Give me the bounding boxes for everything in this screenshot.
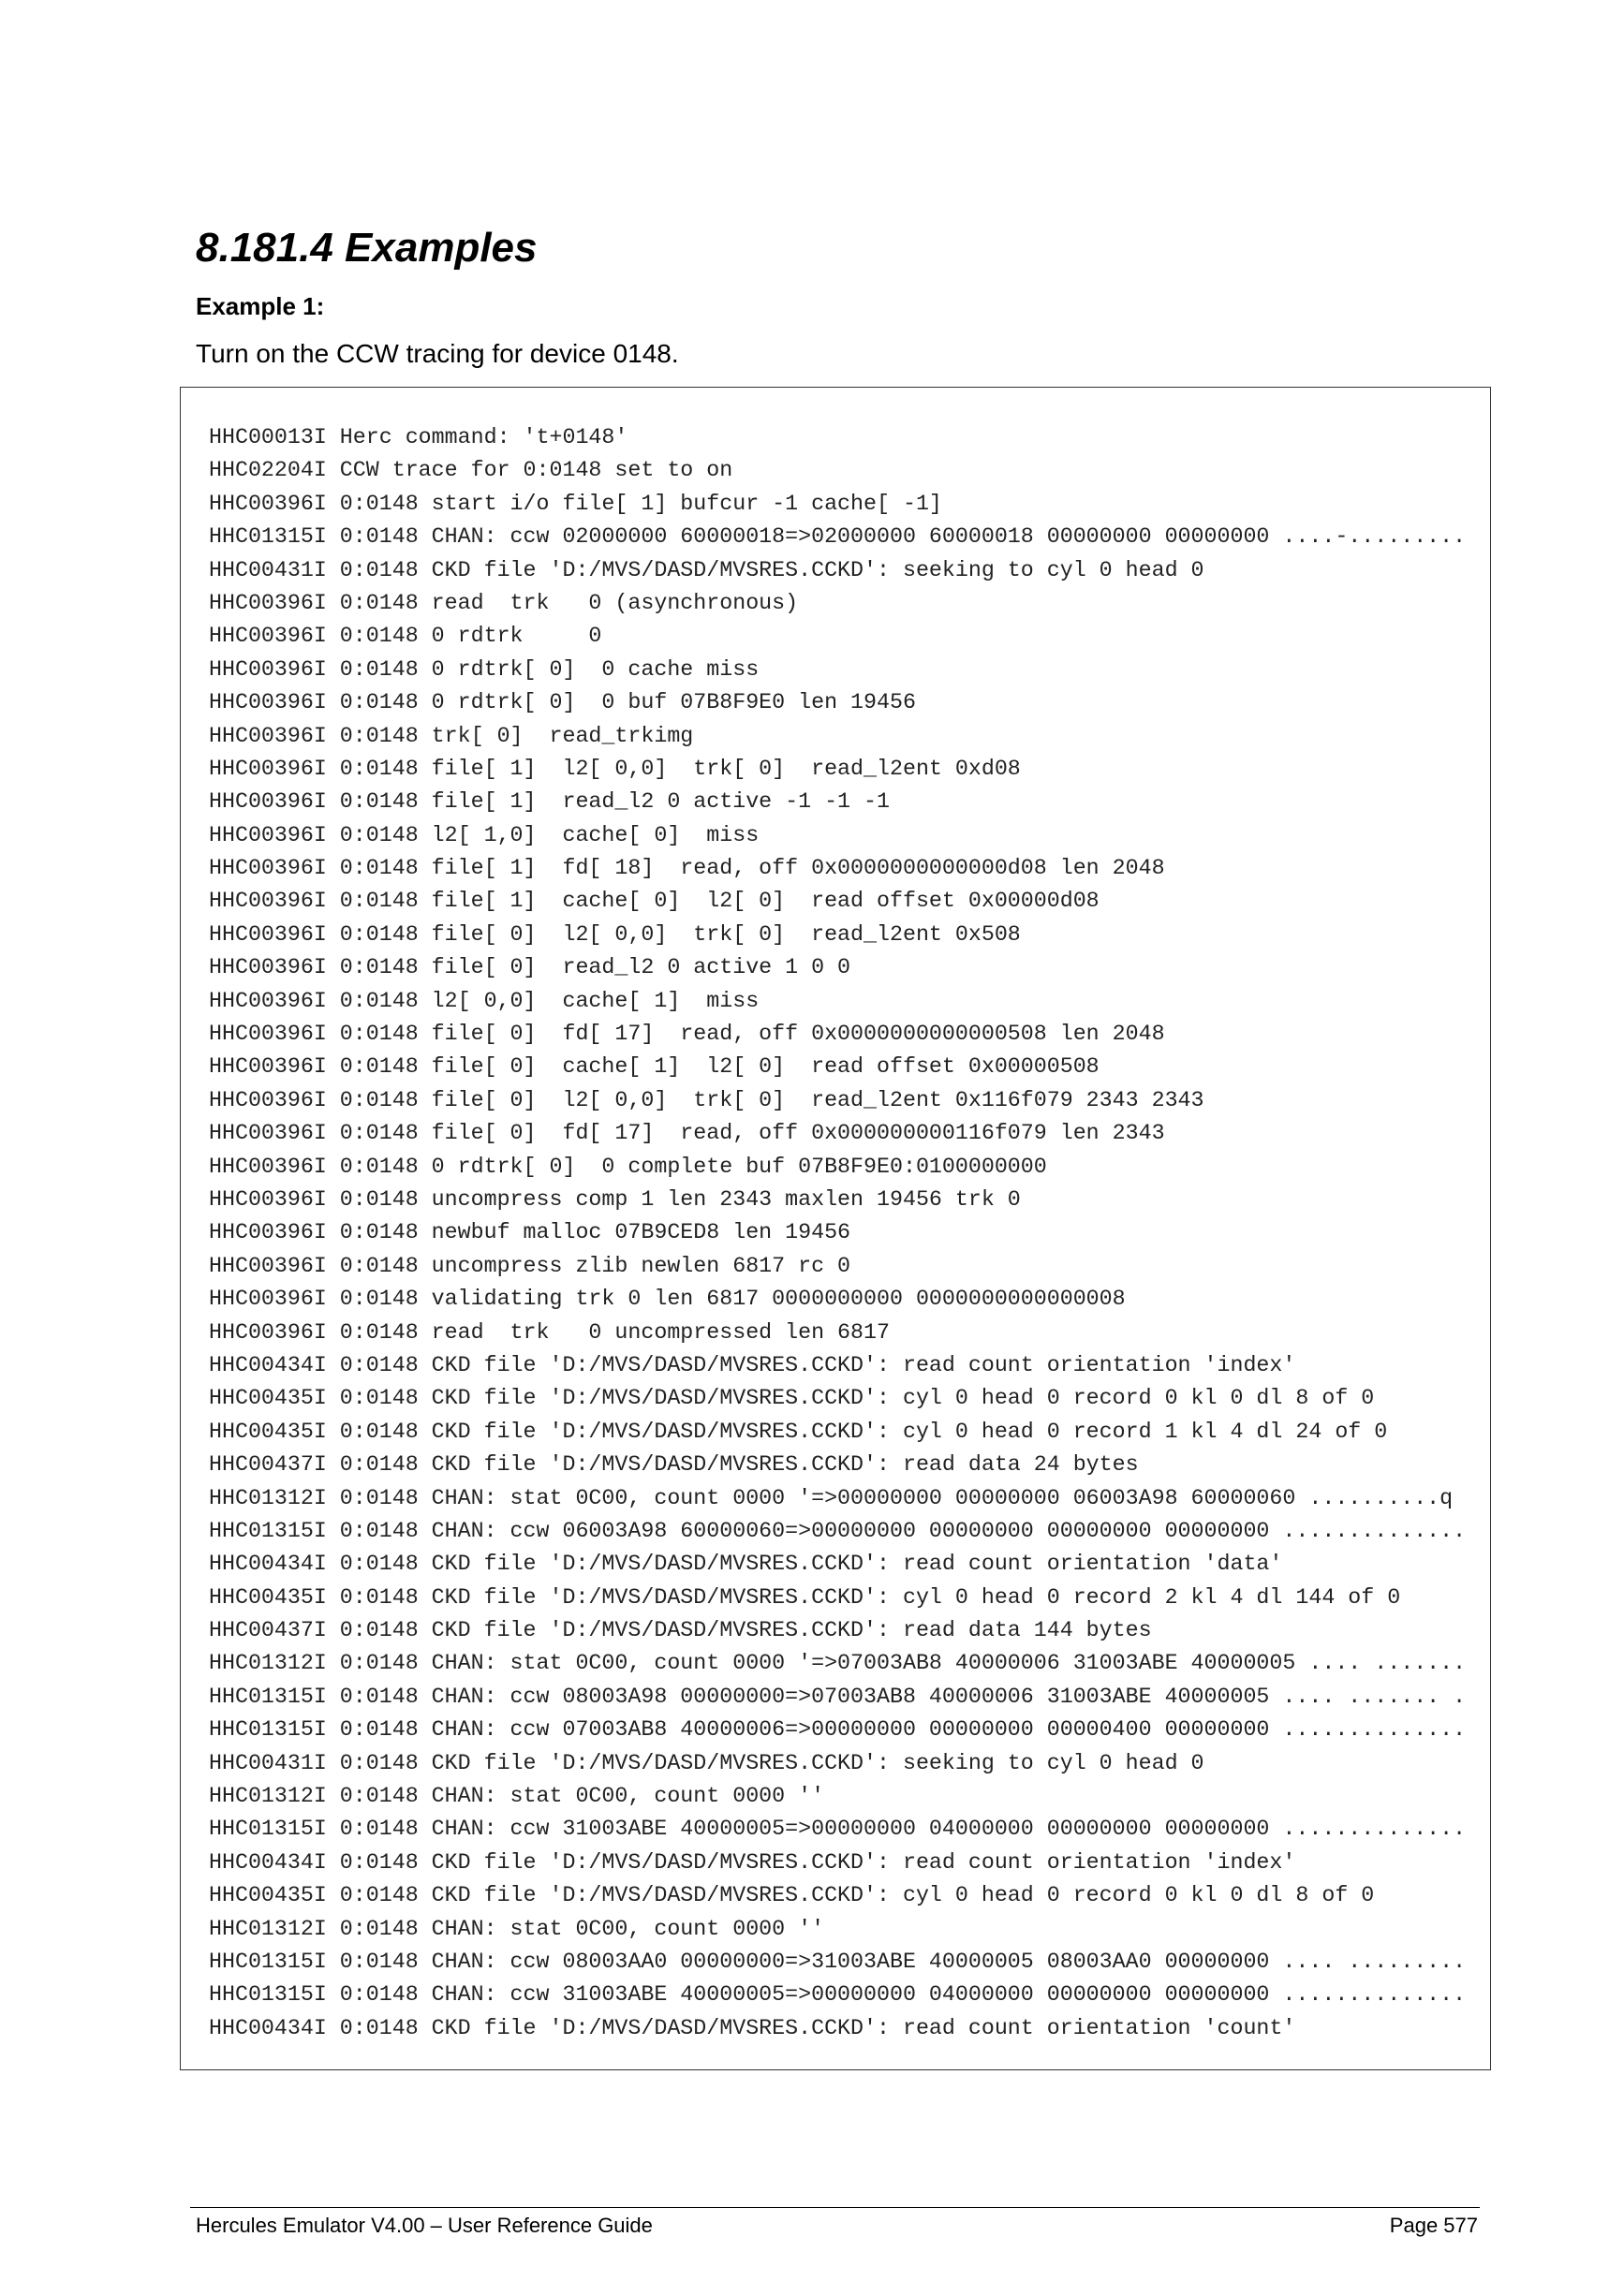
code-line: HHC01315I 0:0148 CHAN: ccw 31003ABE 40000005=>00000000 04000000 00000000 00000000 .............. xyxy=(209,1982,1467,2008)
code-line: HHC00396I 0:0148 0 rdtrk[ 0] 0 complete buf 07B8F9E0:0100000000 xyxy=(209,1154,1047,1179)
code-line: HHC00396I 0:0148 0 rdtrk 0 xyxy=(209,624,602,649)
code-line: HHC00435I 0:0148 CKD file 'D:/MVS/DASD/MVSRES.CCKD': cyl 0 head 0 record 0 kl 0 dl 8 of 0 xyxy=(209,1883,1375,1908)
code-line: HHC00396I 0:0148 0 rdtrk[ 0] 0 cache miss xyxy=(209,656,760,682)
code-line: HHC00396I 0:0148 file[ 1] fd[ 18] read, off 0x0000000000000d08 len 2048 xyxy=(209,856,1165,881)
code-line: HHC00437I 0:0148 CKD file 'D:/MVS/DASD/MVSRES.CCKD': read data 144 bytes xyxy=(209,1618,1152,1643)
code-line: HHC01315I 0:0148 CHAN: ccw 02000000 60000018=>02000000 60000018 00000000 00000000 ....-......... xyxy=(209,524,1467,550)
code-line: HHC01312I 0:0148 CHAN: stat 0C00, count 0000 '=>00000000 00000000 06003A98 60000060 ..........q xyxy=(209,1485,1454,1510)
code-line: HHC00437I 0:0148 CKD file 'D:/MVS/DASD/MVSRES.CCKD': read data 24 bytes xyxy=(209,1452,1139,1478)
code-line: HHC00396I 0:0148 file[ 0] read_l2 0 active 1 0 0 xyxy=(209,955,851,980)
code-line: HHC00396I 0:0148 file[ 0] fd[ 17] read, off 0x000000000116f079 len 2343 xyxy=(209,1121,1165,1146)
code-line: HHC01312I 0:0148 CHAN: stat 0C00, count 0000 '=>07003AB8 40000006 31003ABE 40000005 .... ....... xyxy=(209,1651,1467,1676)
footer-divider xyxy=(190,2207,1480,2208)
code-listing xyxy=(209,421,1466,2045)
code-line: HHC00396I 0:0148 file[ 0] l2[ 0,0] trk[ 0] read_l2ent 0x116f079 2343 2343 xyxy=(209,1087,1204,1112)
code-line: HHC00396I 0:0148 newbuf malloc 07B9CED8 len 19456 xyxy=(209,1220,851,1245)
section-heading: 8.181.4 Examples xyxy=(196,225,538,271)
code-line: HHC00013I Herc command: 't+0148' xyxy=(209,425,628,449)
code-line: HHC00396I 0:0148 file[ 0] cache[ 1] l2[ 0] read offset 0x00000508 xyxy=(209,1054,1100,1080)
code-line: HHC00396I 0:0148 file[ 0] l2[ 0,0] trk[ 0] read_l2ent 0x508 xyxy=(209,921,1021,947)
code-line: HHC00396I 0:0148 uncompress comp 1 len 2343 maxlen 19456 trk 0 xyxy=(209,1186,1021,1212)
code-line: HHC01315I 0:0148 CHAN: ccw 06003A98 60000060=>00000000 00000000 00000000 00000000 .............. xyxy=(209,1518,1467,1543)
code-line: HHC01312I 0:0148 CHAN: stat 0C00, count 0000 '' xyxy=(209,1784,825,1809)
code-line: HHC01315I 0:0148 CHAN: ccw 08003A98 00000000=>07003AB8 40000006 31003ABE 40000005 .... ....... . xyxy=(209,1684,1467,1709)
code-line: HHC00435I 0:0148 CKD file 'D:/MVS/DASD/MVSRES.CCKD': cyl 0 head 0 record 0 kl 0 dl 8 of 0 xyxy=(209,1386,1375,1411)
code-line: HHC01315I 0:0148 CHAN: ccw 08003AA0 00000000=>31003ABE 40000005 08003AA0 00000000 .... ......... xyxy=(209,1949,1467,1974)
code-line: HHC00435I 0:0148 CKD file 'D:/MVS/DASD/MVSRES.CCKD': cyl 0 head 0 record 2 kl 4 dl 144 of 0 xyxy=(209,1584,1401,1610)
code-line: HHC00396I 0:0148 l2[ 0,0] cache[ 1] miss xyxy=(209,988,760,1013)
code-line: HHC00431I 0:0148 CKD file 'D:/MVS/DASD/MVSRES.CCKD': seeking to cyl 0 head 0 xyxy=(209,1750,1204,1775)
code-line: HHC00434I 0:0148 CKD file 'D:/MVS/DASD/MVSRES.CCKD': read count orientation 'data' xyxy=(209,1552,1283,1577)
code-line: HHC00396I 0:0148 file[ 0] fd[ 17] read, off 0x0000000000000508 len 2048 xyxy=(209,1022,1165,1047)
example-description: Turn on the CCW tracing for device 0148. xyxy=(196,339,679,368)
example-label: Example 1: xyxy=(196,292,325,320)
code-line: HHC00396I 0:0148 read trk 0 uncompressed len 6817 xyxy=(209,1319,890,1345)
code-line: HHC00434I 0:0148 CKD file 'D:/MVS/DASD/MVSRES.CCKD': read count orientation 'index' xyxy=(209,1352,1296,1377)
code-line: HHC00396I 0:0148 start i/o file[ 1] bufcur -1 cache[ -1] xyxy=(209,491,942,516)
code-line: HHC00434I 0:0148 CKD file 'D:/MVS/DASD/MVSRES.CCKD': read count orientation 'count' xyxy=(209,2015,1296,2040)
code-line: HHC01315I 0:0148 CHAN: ccw 07003AB8 40000006=>00000000 00000000 00000400 00000000 .............. xyxy=(209,1717,1467,1743)
code-line: HHC00434I 0:0148 CKD file 'D:/MVS/DASD/MVSRES.CCKD': read count orientation 'index' xyxy=(209,1849,1296,1875)
code-line: HHC01312I 0:0148 CHAN: stat 0C00, count 0000 '' xyxy=(209,1916,825,1941)
code-line: HHC00396I 0:0148 trk[ 0] read_trkimg xyxy=(209,723,694,748)
code-line: HHC00396I 0:0148 l2[ 1,0] cache[ 0] miss xyxy=(209,822,760,847)
code-line: HHC00396I 0:0148 validating trk 0 len 6817 0000000000 0000000000000008 xyxy=(209,1287,1126,1312)
code-line: HHC00396I 0:0148 read trk 0 (asynchronous) xyxy=(209,590,799,615)
page-number: Page 577 xyxy=(1389,2214,1478,2237)
code-line: HHC00396I 0:0148 file[ 1] l2[ 0,0] trk[ 0] read_l2ent 0xd08 xyxy=(209,756,1021,781)
code-line: HHC00396I 0:0148 uncompress zlib newlen 6817 rc 0 xyxy=(209,1253,851,1278)
code-line: HHC00431I 0:0148 CKD file 'D:/MVS/DASD/MVSRES.CCKD': seeking to cyl 0 head 0 xyxy=(209,557,1204,582)
footer-title: Hercules Emulator V4.00 – User Reference Guide xyxy=(196,2214,653,2237)
code-line: HHC00396I 0:0148 file[ 1] read_l2 0 active -1 -1 -1 xyxy=(209,789,890,815)
code-line: HHC00435I 0:0148 CKD file 'D:/MVS/DASD/MVSRES.CCKD': cyl 0 head 0 record 1 kl 4 dl 24 of 0 xyxy=(209,1419,1388,1444)
code-line: HHC02204I CCW trace for 0:0148 set to on xyxy=(209,458,733,483)
code-line: HHC00396I 0:0148 file[ 1] cache[ 0] l2[ 0] read offset 0x00000d08 xyxy=(209,889,1100,914)
code-line: HHC00396I 0:0148 0 rdtrk[ 0] 0 buf 07B8F9E0 len 19456 xyxy=(209,690,916,715)
code-line: HHC01315I 0:0148 CHAN: ccw 31003ABE 40000005=>00000000 04000000 00000000 00000000 .............. xyxy=(209,1817,1467,1842)
